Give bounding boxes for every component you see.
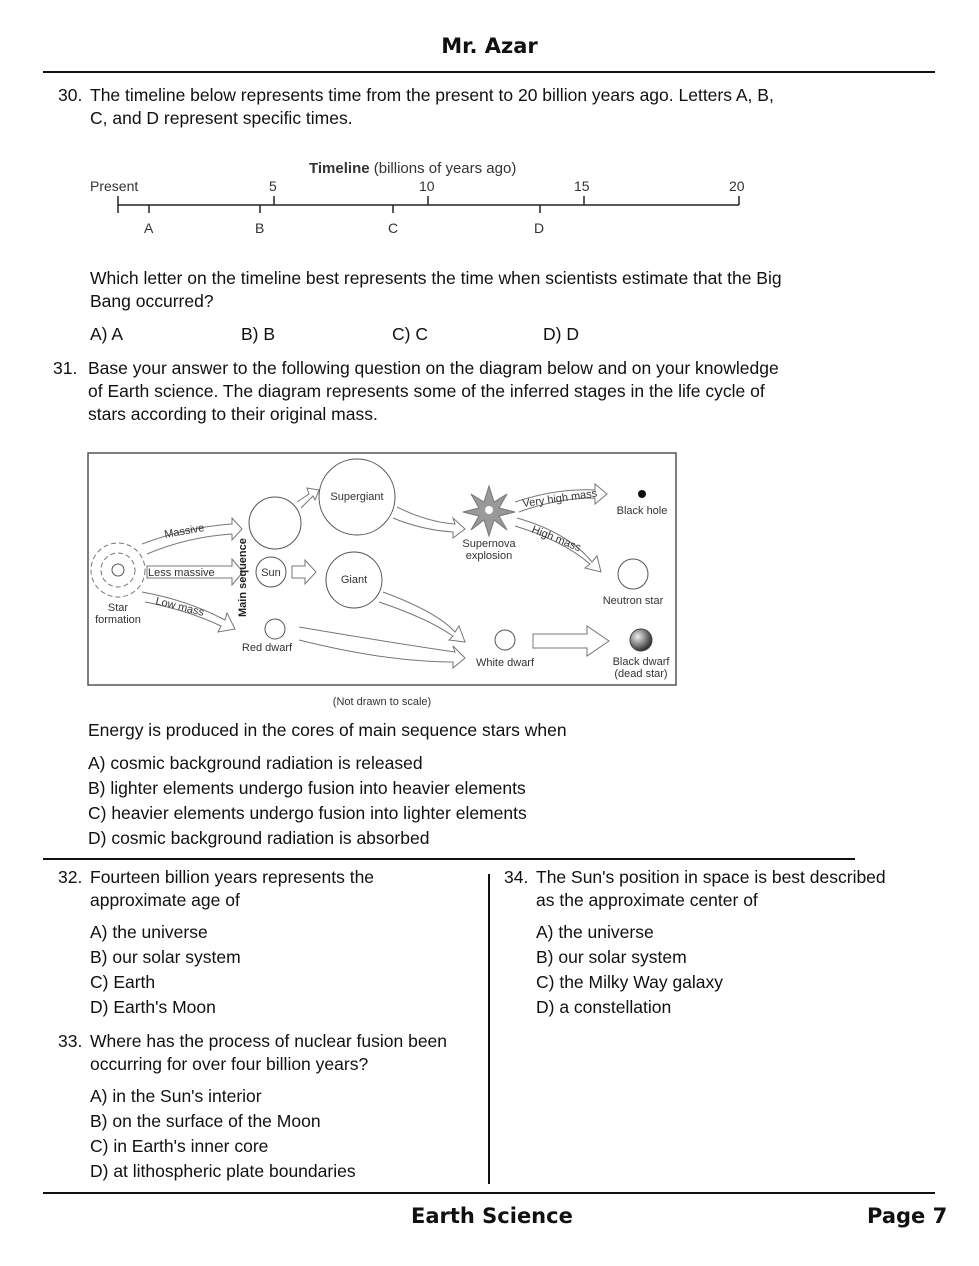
question-text: C, and D represent specific times.	[90, 108, 353, 128]
label-low-mass: Low mass	[154, 595, 206, 619]
answer-option-b[interactable]: B) lighter elements undergo fusion into heavier elements	[88, 778, 526, 798]
question-text: approximate age of	[90, 890, 240, 910]
question-text: Fourteen billion years represents the	[90, 867, 375, 887]
timeline-figure	[80, 150, 760, 245]
label-star-formation: formation	[95, 614, 141, 626]
answer-option-b[interactable]: B) B	[241, 324, 276, 344]
answer-option-c[interactable]: C) C	[392, 324, 428, 344]
answer-option-c[interactable]: C) the Milky Way galaxy	[536, 972, 724, 992]
question-text: The timeline below represents time from the present to 20 billion years ago. Letters A, B,	[90, 85, 774, 105]
answer-option-d[interactable]: D) a constellation	[536, 997, 672, 1017]
label-star-formation: Star	[107, 602, 129, 614]
question-number: 31.	[53, 358, 78, 378]
answer-option-a[interactable]: A) the universe	[536, 922, 654, 942]
section-rule	[43, 858, 855, 860]
timeline-letter: A	[144, 220, 154, 236]
question-number: 30.	[58, 85, 83, 105]
timeline-title-bold: Timeline	[309, 160, 370, 177]
question-text: The Sun's position in space is best described	[536, 867, 886, 887]
question-number: 32.	[58, 867, 83, 887]
footer-subject: Earth Science	[411, 1204, 573, 1228]
label-neutron-star: Neutron star	[602, 595, 664, 607]
answer-option-a[interactable]: A) cosmic background radiation is released	[88, 753, 423, 773]
answer-option-a[interactable]: A) A	[90, 324, 124, 344]
answer-option-d[interactable]: D) Earth's Moon	[90, 997, 216, 1017]
question-text: occurring for over four billion years?	[90, 1054, 369, 1074]
label-less-massive: Less massive	[148, 567, 215, 579]
question-prompt: Which letter on the timeline best represents the time when scientists estimate that the Big	[90, 268, 782, 288]
question-text: Where has the process of nuclear fusion been	[90, 1031, 448, 1051]
label-very-high-mass: Very high mass	[521, 487, 598, 510]
label-supernova: explosion	[465, 550, 513, 562]
question-number: 34.	[504, 867, 529, 887]
question-prompt: Bang occurred?	[90, 291, 214, 311]
answer-option-d[interactable]: D) cosmic background radiation is absorbed	[88, 828, 430, 848]
label-black-dwarf: Black dwarf	[612, 656, 670, 668]
footer-rule	[43, 1192, 935, 1194]
label-supernova: Supernova	[462, 538, 516, 550]
timeline-letter: D	[534, 220, 545, 236]
answer-option-a[interactable]: A) in the Sun's interior	[90, 1086, 262, 1106]
tick-label: 15	[574, 178, 590, 194]
label-supergiant: Supergiant	[330, 491, 384, 503]
label-white-dwarf: White dwarf	[475, 657, 535, 669]
answer-option-b[interactable]: B) our solar system	[90, 947, 241, 967]
label-black-hole: Black hole	[616, 505, 668, 517]
question-number: 33.	[58, 1031, 83, 1051]
column-divider	[488, 874, 490, 1184]
answer-option-c[interactable]: C) heavier elements undergo fusion into lighter elements	[88, 803, 527, 823]
footer-page-number: Page 7	[867, 1204, 948, 1228]
answer-option-c[interactable]: C) Earth	[90, 972, 156, 992]
label-black-dwarf: (dead star)	[614, 668, 668, 680]
answer-option-b[interactable]: B) our solar system	[536, 947, 687, 967]
label-massive: Massive	[163, 522, 206, 541]
question-text: of Earth science. The diagram represents some of the inferred stages in the life cycle of	[88, 381, 765, 401]
label-red-dwarf: Red dwarf	[241, 642, 293, 654]
tick-label: 10	[419, 178, 435, 194]
timeline-letter: C	[388, 220, 399, 236]
question-text: as the approximate center of	[536, 890, 758, 910]
star-life-cycle-diagram	[87, 452, 679, 712]
question-text: Base your answer to the following question on the diagram below and on your knowledge	[88, 358, 779, 378]
answer-option-d[interactable]: D) at lithospheric plate boundaries	[90, 1161, 356, 1181]
tick-label: Present	[90, 178, 139, 194]
answer-option-c[interactable]: C) in Earth's inner core	[90, 1136, 269, 1156]
label-high-mass: High mass	[529, 523, 583, 555]
label-giant: Giant	[340, 574, 368, 586]
svg-text:Timeline (billions of years ag	[309, 160, 516, 177]
question-prompt: Energy is produced in the cores of main sequence stars when	[88, 720, 567, 740]
tick-label: 5	[269, 178, 277, 194]
answer-option-a[interactable]: A) the universe	[90, 922, 208, 942]
diagram-caption: (Not drawn to scale)	[332, 696, 432, 708]
answer-option-d[interactable]: D) D	[543, 324, 579, 344]
header-rule	[43, 71, 935, 73]
question-text: stars according to their original mass.	[88, 404, 378, 424]
tick-label: 20	[729, 178, 745, 194]
timeline-title-rest: (billions of years ago)	[369, 160, 517, 177]
label-main-sequence: Main sequence	[237, 538, 249, 617]
timeline-letter: B	[255, 220, 265, 236]
answer-option-b[interactable]: B) on the surface of the Moon	[90, 1111, 321, 1131]
page-header-title: Mr. Azar	[441, 34, 538, 58]
label-sun: Sun	[261, 567, 281, 579]
